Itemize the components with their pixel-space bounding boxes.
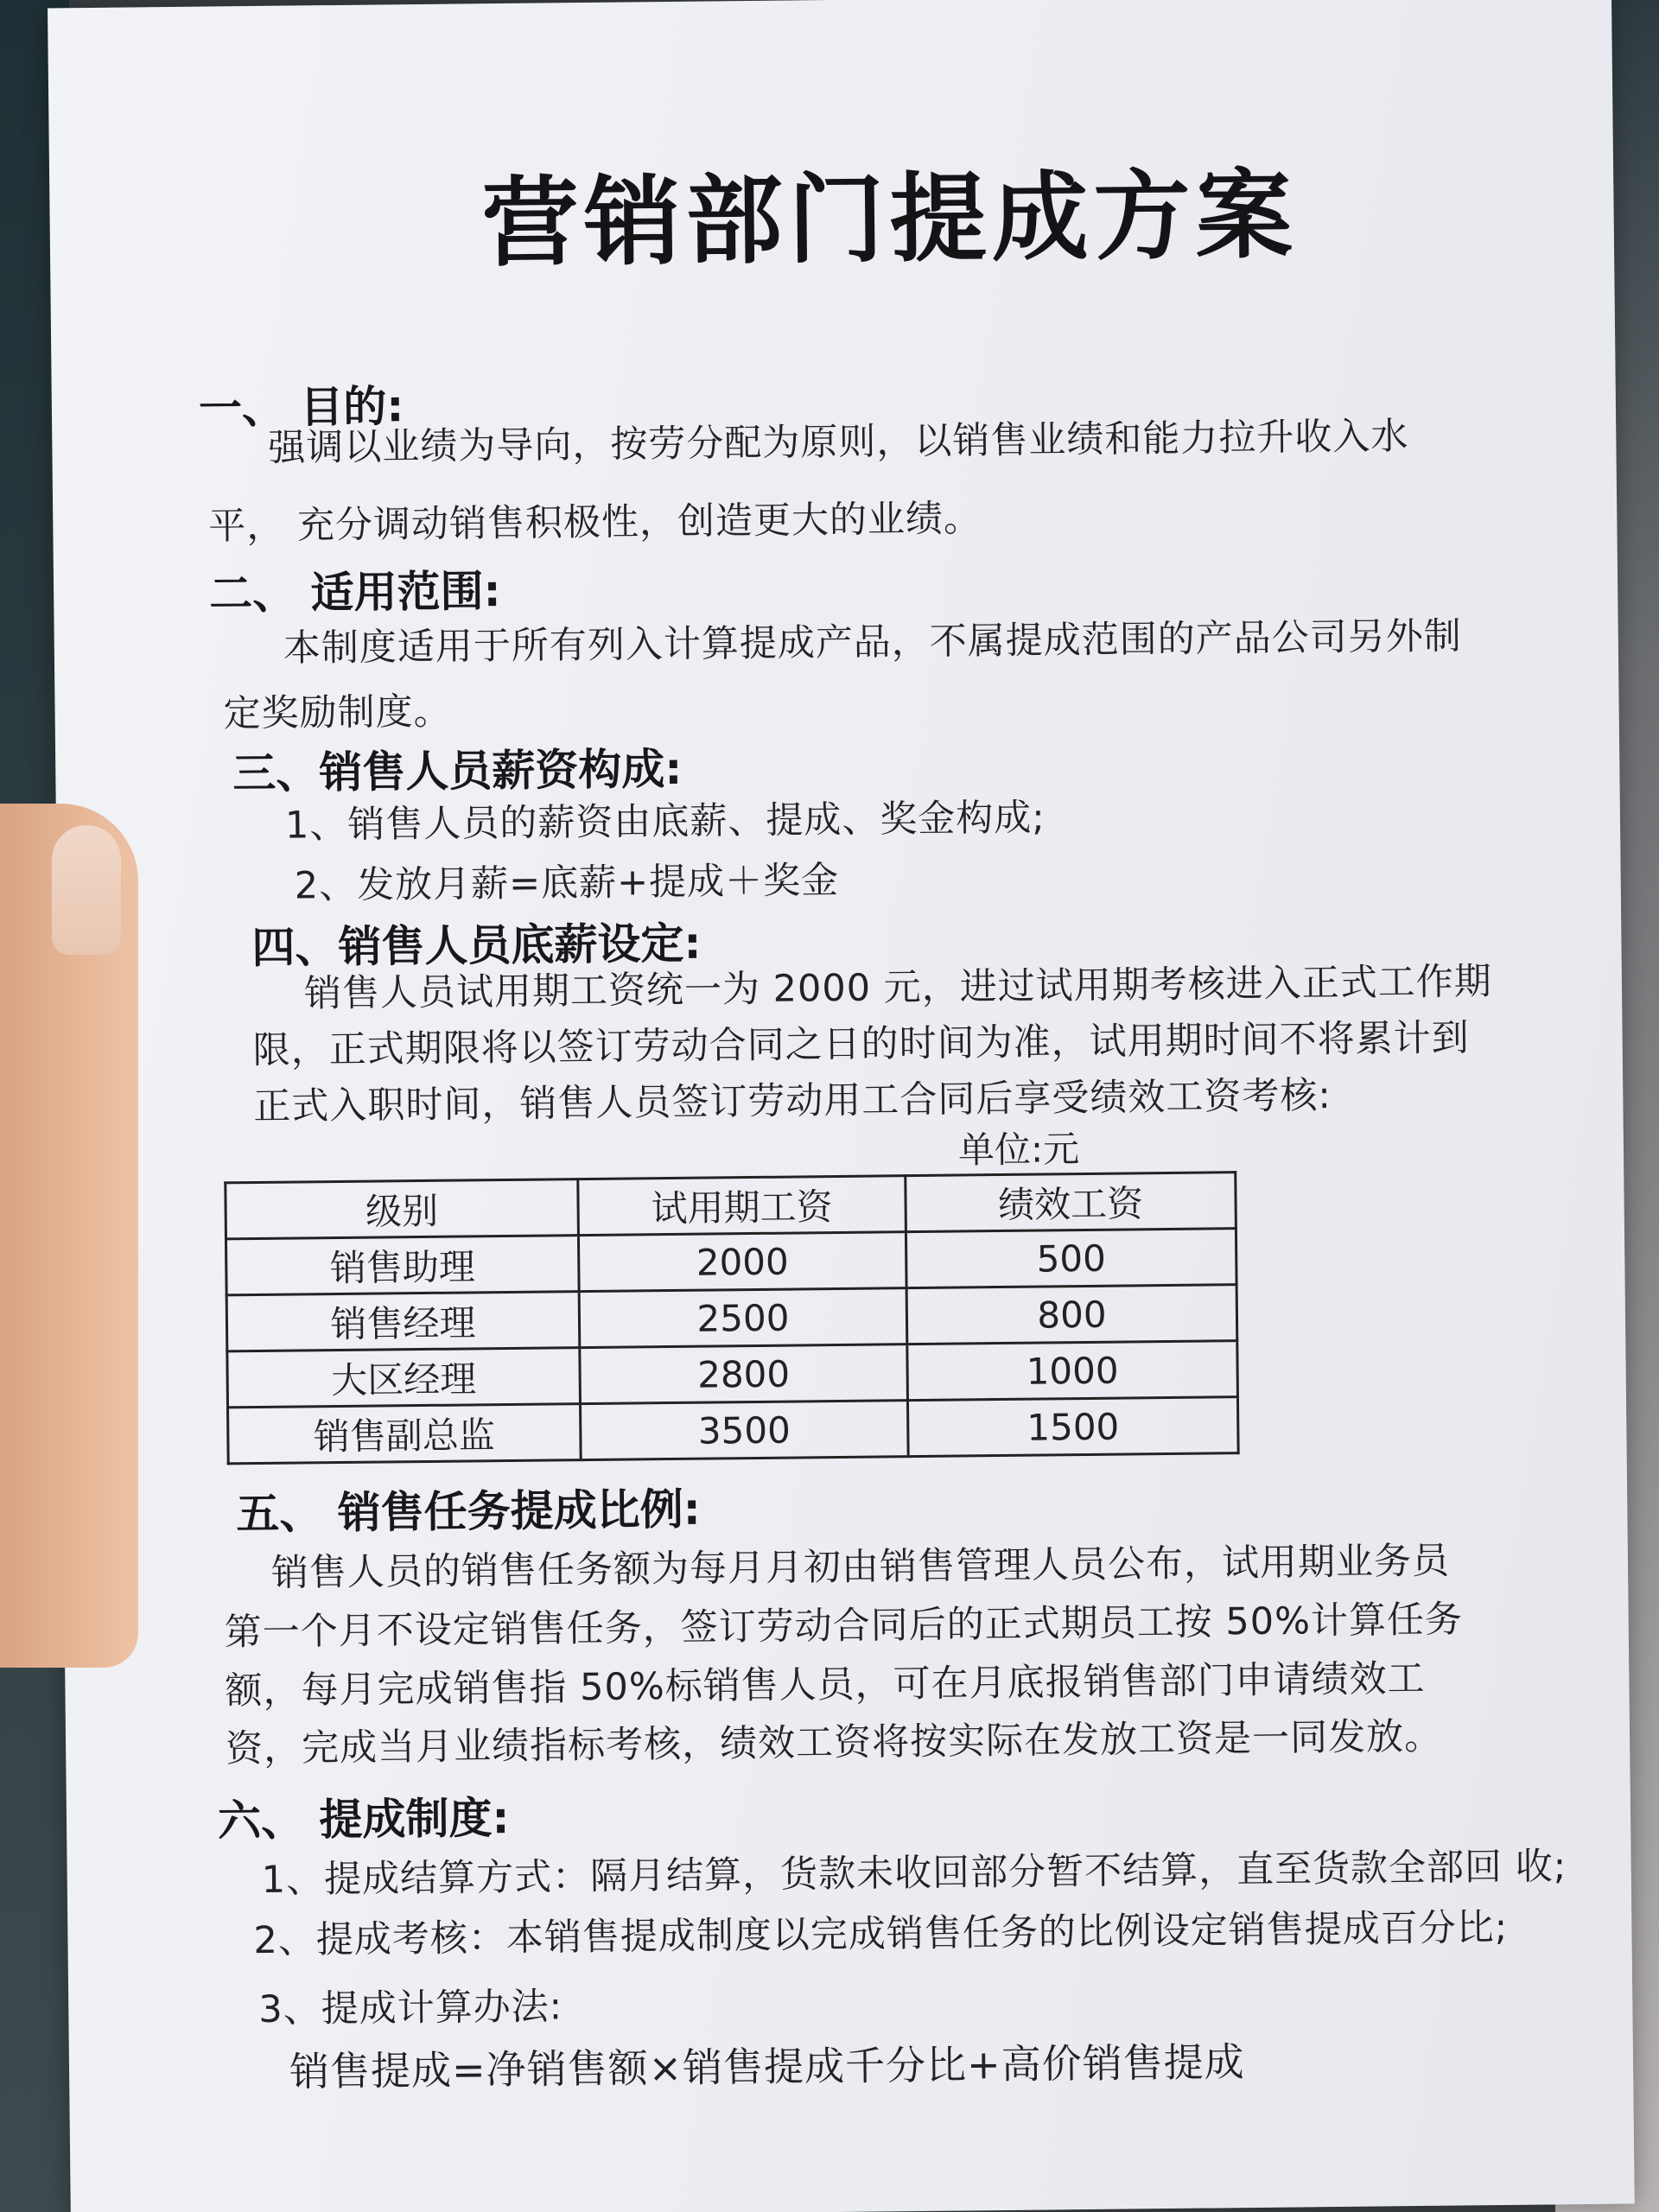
table-cell: 销售副总监: [228, 1404, 582, 1464]
table-row: [226, 1285, 1237, 1351]
section5-heading: 五、 销售任务提成比例:: [236, 1484, 701, 1540]
table-cell: 1500: [907, 1397, 1238, 1457]
table-row: [227, 1341, 1238, 1408]
section3-item2: 2、发放月薪=底薪+提成＋奖金: [294, 858, 840, 908]
document-paper: [48, 0, 1635, 2212]
table-header-cell: 级别: [226, 1179, 579, 1239]
table-header-cell: 绩效工资: [906, 1173, 1236, 1232]
table-cell: 800: [906, 1285, 1237, 1344]
section1-line1: 强调以业绩为导向，按劳分配为原则，以销售业绩和能力拉升收入水: [268, 415, 1409, 470]
section2-line1: 本制度适用于所有列入计算提成产品，不属提成范围的产品公司另外制: [283, 614, 1463, 671]
table-header-row: [226, 1173, 1236, 1239]
table-cell: 销售经理: [226, 1292, 580, 1351]
table-cell: 2800: [580, 1344, 908, 1404]
section6-item3: 3、提成计算办法:: [258, 1985, 563, 2032]
table-cell: 2500: [579, 1288, 907, 1348]
unit-label: 单位:元: [957, 1128, 1080, 1172]
document-content: [194, 0, 1567, 2095]
section2-line2: 定奖励制度。: [223, 690, 452, 736]
section3-heading: 三、销售人员薪资构成:: [232, 743, 683, 799]
section6-item1: 1、提成结算方式：隔月结算，货款未收回部分暂不结算，直至货款全部回 收;: [261, 1845, 1567, 1903]
section5-line2: 第一个月不设定销售任务，签订劳动合同后的正式期员工按 50%计算任务: [224, 1598, 1464, 1655]
table-cell: 1000: [907, 1341, 1238, 1401]
section5-line3: 额，每月完成销售指 50%标销售人员，可在月底报销售部门申请绩效工: [225, 1656, 1426, 1713]
thumb-nail: [52, 825, 121, 955]
section4-line2: 限，正式期限将以签订劳动合同之日的时间为准，试用期时间不将累计到: [252, 1016, 1470, 1073]
section6-formula: 销售提成=净销售额×销售提成千分比+高价销售提成: [289, 2038, 1245, 2095]
table-row: [228, 1397, 1239, 1464]
section2-heading: 二、 适用范围:: [208, 566, 501, 620]
table-row: [226, 1229, 1236, 1295]
section5-line1: 销售人员的销售任务额为每月月初由销售管理人员公布，试用期业务员: [270, 1539, 1451, 1595]
section3-item1: 1、销售人员的薪资由底薪、提成、奖金构成;: [284, 796, 1046, 848]
table-cell: 大区经理: [227, 1348, 581, 1408]
table-header-cell: 试用期工资: [578, 1176, 906, 1236]
salary-table: [224, 1171, 1239, 1465]
table-cell: 销售助理: [226, 1236, 579, 1295]
table-cell: 2000: [578, 1232, 906, 1292]
section1-heading: 一、 目的:: [198, 381, 404, 434]
table-cell: 500: [906, 1229, 1236, 1288]
document-title: 营销部门提成方案: [481, 159, 1299, 281]
section4-heading: 四、销售人员底薪设定:: [251, 918, 702, 974]
table-cell: 3500: [580, 1401, 908, 1460]
section5-line4: 资，完成当月业绩指标考核，绩效工资将按实际在发放工资是一同发放。: [225, 1714, 1443, 1771]
section6-item2: 2、提成考核：本销售提成制度以完成销售任务的比例设定销售提成百分比;: [253, 1905, 1509, 1963]
section1-line2: 平， 充分调动销售积极性，创造更大的业绩。: [208, 497, 982, 549]
section4-line3: 正式入职时间，销售人员签订劳动用工合同后享受绩效工资考核:: [253, 1073, 1332, 1129]
section6-heading: 六、 提成制度:: [217, 1792, 510, 1847]
section4-line1: 销售人员试用期工资统一为 2000 元，进过试用期考核进入正式工作期: [303, 960, 1492, 1016]
